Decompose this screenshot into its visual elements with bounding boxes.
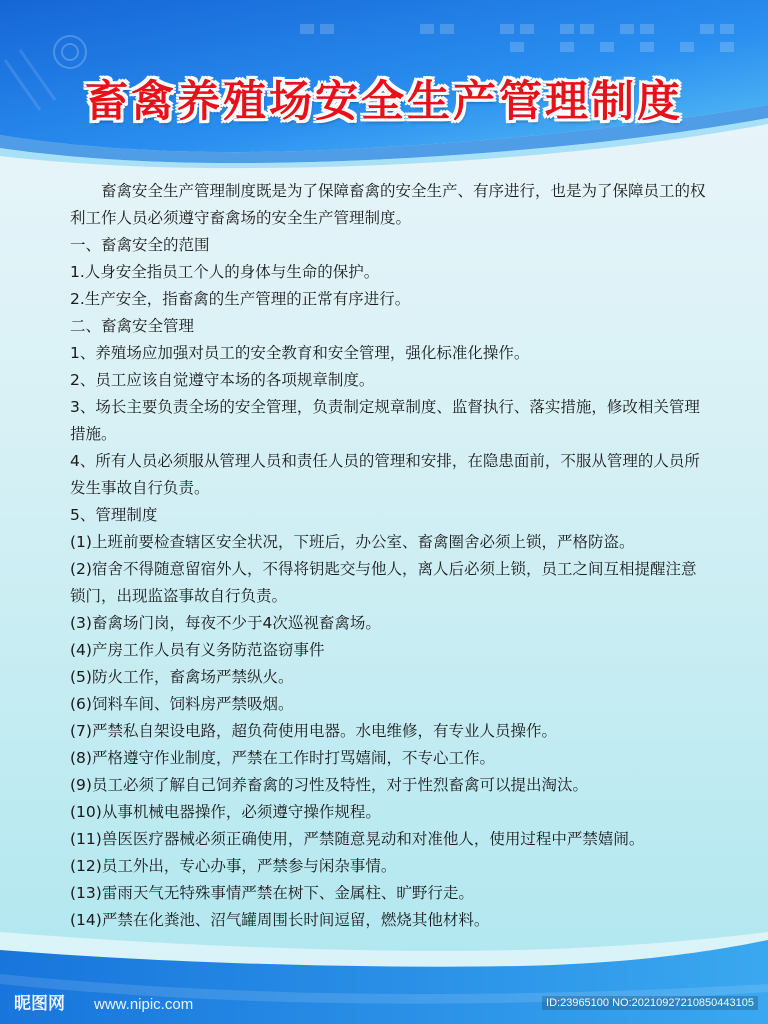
footer-banner [0,914,768,1024]
content-paragraph: (2)宿舍不得随意留宿外人，不得将钥匙交与他人，离人后必须上锁，员工之间互相提醒注意锁门，出现监盗事故自行负责。 [70,560,697,605]
content-paragraph: (8)严格遵守作业制度，严禁在工作时打骂嬉闹，不专心工作。 [70,749,495,767]
content-body [70,178,710,934]
content-paragraph: (9)员工必须了解自己饲养畜禽的习性及特性，对于性烈畜禽可以提出淘汰。 [70,776,588,794]
content-paragraph: 5、管理制度 [70,506,158,524]
watermark-id: ID:23965100 NO:20210927210850443105 [542,996,758,1010]
content-paragraph: (14)严禁在化粪池、沼气罐周围长时间逗留，燃烧其他材料。 [70,911,490,929]
content-paragraph: (5)防火工作，畜禽场严禁纵火。 [70,668,294,686]
content-paragraph: (7)严禁私自架设电路，超负荷使用电器。水电维修，有专业人员操作。 [70,722,557,740]
content-paragraph: 4、所有人员必须服从管理人员和责任人员的管理和安排，在隐患面前，不服从管理的人员所发生事故自行负责。 [70,452,700,497]
content-paragraph: (1)上班前要检查辖区安全状况，下班后，办公室、畜禽圈舍必须上锁，严格防盗。 [70,533,635,551]
content-paragraph: (10)从事机械电器操作，必须遵守操作规程。 [70,803,381,821]
content-paragraph: 1.人身安全指员工个人的身体与生命的保护。 [70,263,380,281]
content-paragraph: (4)产房工作人员有义务防范盗窃事件 [70,641,325,659]
content-paragraph: 一、畜禽安全的范围 [70,236,210,254]
content-paragraph: 畜禽安全生产管理制度既是为了保障畜禽的安全生产、有序进行，也是为了保障员工的权利工作人员必须遵守畜禽场的安全生产管理制度。 [70,182,706,227]
header-banner [0,0,768,180]
content-paragraph: 2、员工应该自觉遵守本场的各项规章制度。 [70,371,375,389]
content-paragraph: 二、畜禽安全管理 [70,317,195,335]
content-paragraph: (3)畜禽场门岗，每夜不少于4次巡视畜禽场。 [70,614,381,632]
content-paragraph: (13)雷雨天气无特殊事情严禁在树下、金属柱、旷野行走。 [70,884,474,902]
content-paragraph: (6)饲料车间、饲料房严禁吸烟。 [70,695,294,713]
page-title: 畜禽养殖场安全生产管理制度 [85,77,683,127]
content-paragraph: (11)兽医医疗器械必须正确使用，严禁随意晃动和对准他人，使用过程中严禁嬉闹。 [70,830,645,848]
content-paragraph: (12)员工外出，专心办事，严禁参与闲杂事情。 [70,857,397,875]
content-paragraph: 2.生产安全，指畜禽的生产管理的正常有序进行。 [70,290,411,308]
watermark-logo: 昵图网 [14,994,65,1014]
content-paragraph: 3、场长主要负责全场的安全管理，负责制定规章制度、监督执行、落实措施，修改相关管理措施。 [70,398,700,443]
content-paragraph: 1、养殖场应加强对员工的安全教育和安全管理，强化标准化操作。 [70,344,530,362]
watermark-url: www.nipic.com [94,996,194,1013]
